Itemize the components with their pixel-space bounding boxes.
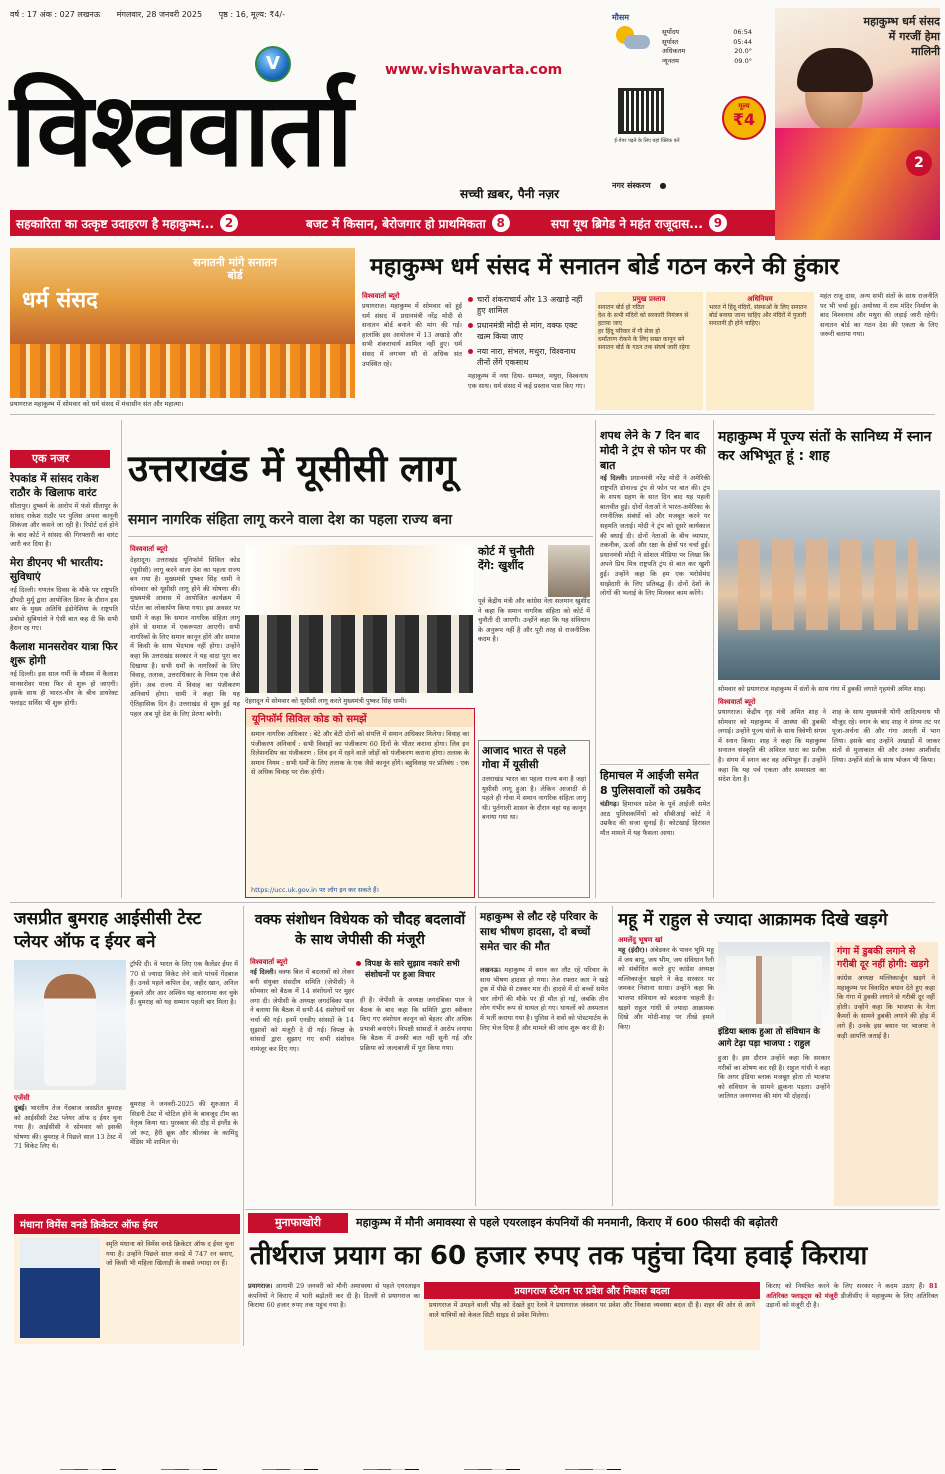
waqf-byline: विश्ववार्ता ब्यूरो — [250, 958, 288, 966]
top-story-body-1: प्रयागराज। महाकुम्भ में सोमवार को हुई धर्म संसद में प्रधानमंत्री नरेंद्र मोदी से सनातन बोर्ड बनाने की मांग की गई। हालांकि इस आयोजन में 13 अखाड़े और सभी शंकराचार्य शामिल नहीं हुए। धर्म संसद में लगभग सौ से अधिक संत उपस्थित रहे। — [362, 302, 462, 368]
divider-top — [10, 414, 935, 415]
divider-mid — [10, 902, 935, 903]
top-bullet-2: प्रधानमंत्री मोदी से मांग, वक्फ एक्ट खत्म किया जाए — [468, 320, 588, 342]
photo-crowd — [10, 344, 355, 398]
waqf-bullet-box — [356, 958, 472, 984]
airfare-byline: प्रयागराज। — [248, 1282, 273, 1290]
ucc-box-title: यूनिफॉर्म सिविल कोड को समझें — [246, 709, 474, 727]
divider-trump — [600, 764, 710, 765]
ucc-box — [245, 708, 475, 898]
waqf-bullet: विपक्ष के सारे सुझाव नकारे सभी संशोधनों पर हुआ विचार — [356, 958, 472, 980]
kharge-body-2: हुआ है। इस दौरान उन्होंने कहा कि सरकार गरीबों का शोषण कर रही है। राहुल गांधी ने कहा कि अगर इंडिया ब्लाक मजबूत होता तो भाजपा को संविधान के सामने झुकना पड़ता। उन्होंने जातिगत जनगणना की मांग भी दोहराई। — [718, 1054, 830, 1101]
shah-photo-caption: सोमवार को प्रयागराज महाकुम्भ में संतों के साथ गंगा में डुबकी लगाते गृहमंत्री अमित शाह। — [718, 685, 926, 693]
divider-bottom-3 — [612, 906, 613, 1206]
promo-page-badge: 2 — [906, 150, 932, 176]
azad-headline[interactable]: आजाद भारत से पहले गोवा में यूसीसी — [482, 745, 566, 771]
ucc-photo-caption: देहरादून में सोमवार को यूसीसी लागू करते मुख्यमंत्री पुष्कर सिंह धामी। — [245, 697, 407, 705]
act-box — [706, 292, 814, 410]
edition-label — [612, 180, 667, 191]
top-bullet-1: चारों शंकराचार्य और 13 अखाड़े नहीं हुए शामिल — [468, 294, 588, 316]
website-url[interactable]: www.vishwavarta.com — [385, 62, 563, 78]
promo-headline[interactable]: महाकुम्भ धर्म संसद में गरजीं हेमा मालिनी — [863, 15, 940, 58]
airfare-body-right: किराए को नियंत्रित करने के लिए सरकार ने कदम उठाए हैं। 81 अतिरिक्त फ्लाइट्स को मंजूरी डीजीसीए ने महाकुम्भ के लिए अतिरिक्त उड़ानों को मंजूरी दी है। — [766, 1282, 938, 1310]
bumrah-photo[interactable] — [14, 960, 126, 1090]
photo-banner-text: सनातनी मांगे सनातन बोर्ड — [193, 256, 277, 282]
sunset-value: 05:44 — [733, 37, 752, 46]
airfare-body-1: प्रयागराज। आगामी 29 जनवरी को मौनी अमावस्या से पहले एयरलाइन कंपनियों ने किराए में भारी बढ़ोतरी कर दी है। दिल्ली से प्रयागराज का किराया 60 हजार रुपए तक पहुंच गया है। — [248, 1282, 420, 1310]
weather-label: मौसम — [612, 13, 630, 22]
waqf-headline[interactable]: वक्फ संशोधन विधेयक को चौदह बदलावों के साथ जेपीसी की मंजूरी — [254, 912, 466, 948]
top-story-byline: विश्ववार्ता ब्यूरो — [362, 292, 400, 300]
ig-dateline: चंडीगढ़। — [600, 800, 620, 808]
newspaper-title: विश्ववार्ता — [10, 71, 351, 190]
ek-nazar-column — [10, 472, 118, 708]
qr-code[interactable] — [618, 88, 664, 134]
mandhana-body: स्मृति मंधाना को विमेंस वनडे क्रिकेटर ऑफ द ईयर चुना गया है। उन्होंने पिछले साल वनडे में 747 रन बनाए, जो किसी भी महिला खिलाड़ी के सबसे ज्यादा रन हैं। — [106, 1240, 234, 1268]
bumrah-headline[interactable]: जसप्रीत बुमराह आईसीसी टेस्ट प्लेयर ऑफ द ईयर बने — [14, 909, 202, 952]
station-box-body: प्रयागराज में उमड़ने वाली भीड़ को देखते हुए रेलवे ने प्रयागराज जंक्शन पर प्रवेश और निकास व्यवस्था बदल दी है। शहर की ओर से आने वाले यात्रियों को केवल सिटी साइड से प्रवेश मिलेगा। — [429, 1301, 755, 1319]
sunrise-label: सूर्योदय — [662, 28, 680, 36]
khurshid-headline[interactable]: कोर्ट में चुनौती देंगे: खुर्शीद — [478, 545, 535, 572]
divider-airfare — [245, 1209, 940, 1210]
dharm-sansad-photo[interactable] — [10, 248, 355, 398]
sunrise-value: 06:54 — [733, 28, 752, 36]
bumrah-body-right-2: बुमराह ने जनवरी-2025 की शुरुआत में सिडनी टेस्ट में चोटिल होने के बावजूद टीम का नेतृत्व किया था। पुरस्कार की दौड़ में इंग्लैंड के जो रूट, हैरी ब्रूक और श्रीलंका के कामिंदु मेंडिस भी शामिल थे। — [130, 1100, 238, 1147]
mandhana-box — [14, 1214, 240, 1344]
act-text: भारत में हिंदू मंदिरों, संस्थाओं के लिए सनातन बोर्ड बनाया जाना चाहिए और मंदिरों में पुजारी सनातनी ही होने चाहिए। — [709, 304, 807, 327]
waqf-body-1: नई दिल्ली। वक्फ बिल में बदलावों को लेकर बनी संयुक्त संसदीय समिति (जेपीसी) ने सोमवार को बैठक में 14 संशोधनों पर मुहर लगा दी। जेपीसी के अध्यक्ष जगदंबिका पाल ने बताया कि बैठक में सभी 44 संशोधनों पर चर्चा की गई। इनमें एनडीए सांसदों के 14 सुझावों को मंजूरी दे दी गई। विपक्ष के सांसदों द्वारा सुझाए गए सभी संशोधन नामंजूर कर दिए गए। — [250, 968, 354, 1053]
top-story-body-2: महाकुम्भ में नया दिया- सम्भल, मथुरा, विश्वनाथ एक साथ। धर्म संसद में कई प्रस्ताव पास किए गए। — [468, 372, 588, 390]
ucc-side-box — [478, 545, 590, 745]
trump-body: नई दिल्ली। प्रधानमंत्री नरेंद्र मोदी ने अमेरिकी राष्ट्रपति डोनाल्ड ट्रंप से फोन पर बात की। ट्रंप के शपथ ग्रहण के सात दिन बाद यह पहली बातचीत हुई। दोनों नेताओं ने भारत-अमेरिका के रणनीतिक संबंधों को और मजबूत करने पर सहमति जताई। मोदी ने ट्रंप को दूसरे कार्यकाल की बधाई दी। दोनों नेताओं के बीच व्यापार, तकनीक, ऊर्जा और रक्षा के क्षेत्रों पर चर्चा हुई। प्रधानमंत्री मोदी ने सोशल मीडिया पर लिखा कि अपने प्रिय मित्र राष्ट्रपति ट्रंप से बात कर खुशी हुई। उन्होंने कहा कि हम एक भरोसेमंद साझेदारी के लिए प्रतिबद्ध हैं। दोनों देशों के लोगों की भलाई के लिए मिलकर काम करेंगे। — [600, 474, 710, 598]
sunset-label: सूर्यास्त — [662, 37, 679, 46]
edition-text: नगर संस्करण — [612, 181, 651, 190]
dharm-sansad-caption: प्रयागराज महाकुम्भ में सोमवार को धर्म संसद में मंचासीन संत और महात्मा। — [10, 400, 184, 408]
kharge-side-box — [834, 942, 938, 1206]
partly-cloudy-icon — [616, 26, 650, 52]
divider-col-1 — [121, 420, 122, 898]
trump-dateline: नई दिल्ली। — [600, 474, 628, 482]
ucc-photo[interactable] — [245, 545, 473, 693]
ucc-headline[interactable]: उत्तराखंड में यूसीसी लागू — [128, 447, 456, 490]
accident-dateline: लखनऊ। — [480, 966, 501, 974]
kharge-body-1: महू (इंदौर)। अंबेडकर के पावन भूमि महू में जय बापू, जय भीम, जय संविधान रैली को संबोधित करते हुए कांग्रेस अध्यक्ष मल्लिकार्जुन खड़गे ने केंद्र सरकार पर जमकर निशाना साधा। उन्होंने कहा कि भाजपा संविधान को बदलना चाहती है। खड़गे राहुल गांधी से ज्यादा आक्रामक दिखे और मोदी-शाह पर तीखे हमले किए। — [618, 946, 714, 1031]
shah-body-2: शाह के साथ मुख्यमंत्री योगी आदित्यनाथ भी मौजूद रहे। स्नान के बाद शाह ने संगम तट पर पूजा-अर्चना की और गंगा आरती में भाग लिया। इसके बाद उन्होंने अखाड़ों में जाकर संतों से मुलाकात की और उनका आशीर्वाद लिया। उन्होंने संतों के साथ भोजन भी किया। — [832, 708, 940, 764]
masthead-meta-bar — [10, 8, 610, 22]
ucc-photo-backdrop — [245, 545, 473, 615]
bumrah-figure — [44, 974, 96, 1086]
accident-body: लखनऊ। महाकुम्भ में स्नान कर लौट रहे परिवार के साथ भीषण हादसा हो गया। तेज रफ्तार कार ने खड़े ट्रक में पीछे से टक्कर मार दी। हादसे में दो बच्चों समेत चार लोगों की मौके पर ही मौत हो गई, जबकि तीन लोग गंभीर रूप से घायल हो गए। घायलों को अस्पताल में भर्ती कराया गया है। पुलिस ने शवों को पोस्टमार्टम के लिए भेज दिया है और मामले की जांच शुरू कर दी है। — [480, 966, 608, 1032]
trump-headline[interactable]: शपथ लेने के 7 दिन बाद मोदी ने ट्रंप से फोन पर की बात — [600, 429, 706, 472]
min-temp-label: न्यूनतम — [662, 56, 679, 65]
shah-byline: विश्ववार्ता ब्यूरो — [718, 698, 756, 706]
promo-saree — [775, 128, 940, 240]
bumrah-dateline: दुबई। — [14, 1104, 27, 1112]
ucc-byline: विश्ववार्ता ब्यूरो — [130, 545, 168, 553]
issue-info: वर्ष : 17 अंक : 027 लखनऊ — [10, 10, 101, 19]
waqf-body-2: ही है। जेपीसी के अध्यक्ष जगदंबिका पाल ने बैठक के बाद कहा कि समिति द्वारा स्वीकार किए गए संशोधन कानून को बेहतर और अधिक प्रभावी बनाएंगे। विपक्षी सांसदों ने आरोप लगाया कि बैठक में उनकी बात नहीं सुनी गई और प्रक्रिया को जल्दबाजी में पूरा किया गया। — [360, 996, 472, 1052]
ek-nazar-title-2[interactable]: मेरा डीएनए भी भारतीय: सुविधाएं — [10, 556, 104, 583]
divider-bottom-1 — [243, 906, 244, 1346]
kharge-photo[interactable] — [718, 942, 830, 1024]
globe-logo-icon: V — [255, 46, 291, 82]
ucc-sub-rule — [128, 536, 593, 537]
teaser-2-text: बजट में किसान, बेरोजगार हो प्राथमिकता — [306, 216, 486, 231]
kharge-side-body: कांग्रेस अध्यक्ष मल्लिकार्जुन खड़गे ने महाकुम्भ पर विवादित बयान देते हुए कहा कि गंगा में डुबकी लगाने से गरीबी दूर नहीं होती। उन्होंने कहा कि भाजपा के नेता कैमरों के सामने डुबकी लगाने की होड़ में लगे हैं। उनके इस बयान पर भाजपा ने कड़ी आपत्ति जताई है। — [837, 974, 935, 1040]
divider-bottom-2 — [475, 906, 476, 1206]
max-temp-label: अधिकतम — [662, 47, 686, 55]
price-value: ₹4 — [732, 110, 756, 129]
proposal-item-2: देश के सभी मंदिरों को सरकारी नियंत्रण से हटाया जाए — [598, 312, 689, 327]
photo-stage-text: धर्म संसद — [22, 288, 98, 313]
ek-nazar-label: एक नजर — [10, 450, 110, 468]
proposal-box — [595, 292, 703, 410]
kharge-byline: अमलेंदु भूषण खां — [618, 936, 663, 944]
ek-nazar-text-3: नई दिल्ली। इस साल गर्मी के मौसम में कैलाश मानसरोवर यात्रा फिर से शुरू हो जाएगी। इसके साथ ही भारत-चीन के बीच डायरेक्ट फ्लाइट सर्विस भी शुरू होगी। — [10, 669, 118, 707]
station-box — [424, 1282, 760, 1350]
divider-col-2 — [595, 420, 596, 898]
proposal-item-5: सनातन बोर्ड के गठन तक संघर्ष जारी रहेगा — [598, 344, 690, 351]
bumrah-body-right: ट्रॉफी दी। वे भारत के लिए एक कैलेंडर ईयर में 70 से ज्यादा विकेट लेने वाले पांचवें गेंदबाज हैं। उनसे पहले कपिल देव, जहीर खान, अनिल कुंबले और आर अश्विन यह कारनामा कर चुके हैं। बुमराह को यह सम्मान पहली बार मिला है। — [130, 960, 238, 1007]
teaser-2-page: 8 — [492, 214, 510, 232]
bumrah-body-left: दुबई। भारतीय तेज गेंदबाज जसप्रीत बुमराह को आईसीसी टेस्ट प्लेयर ऑफ द ईयर चुना गया है। आईसीसी ने सोमवार को इसकी घोषणा की। बुमराह ने पिछले साल 13 टेस्ट में 71 विकेट लिए थे। — [14, 1104, 122, 1151]
registration-bar-top — [60, 1462, 940, 1470]
ucc-body-left: देहरादून। उत्तराखंड यूनिफॉर्म सिविल कोड (यूसीसी) लागू करने वाला देश का पहला राज्य बन गया है। मुख्यमंत्री पुष्कर सिंह धामी ने सोमवार को यूसीसी लागू होने की घोषणा की। मुख्यमंत्री आवास में आयोजित कार्यक्रम में पोर्टल का लोकार्पण किया गया। इस अवसर पर धामी ने कहा कि समान नागरिक संहिता लागू होने से समाज में एकरूपता आएगी। सभी नागरिकों के लिए समान कानून होंगे और समाज में किसी के साथ भेदभाव नहीं होगा। उन्होंने कहा कि उत्तराखंड सरकार ने यह वादा पूरा कर दिखाया है। सभी धर्मों के नागरिकों के लिए विवाह, तलाक, उत्तराधिकार के नियम एक जैसे होंगे। अब राज्य में विवाह का पंजीकरण अनिवार्य होगा। धामी ने कहा कि यह ऐतिहासिक दिन है। उत्तराखंड से शुरू हुई यह पहल अब पूरे देश के लिए प्रेरणा बनेगी। — [130, 556, 240, 718]
teaser-bar — [10, 210, 775, 236]
kharge-headline[interactable]: महू में राहुल से ज्यादा आक्रामक दिखे खड़गे — [618, 910, 888, 930]
ig-headline[interactable]: हिमाचल में आईजी समेत 8 पुलिसवालों को उम्रकैद — [600, 769, 701, 797]
min-temp-value: 09.0° — [734, 56, 752, 65]
act-title: अधिनियम — [747, 295, 773, 303]
ek-nazar-title-1[interactable]: रेपकांड में सांसद राकेश राठौर के खिलाफ वारंट — [10, 473, 99, 499]
kharge-dateline: महू (इंदौर)। — [618, 946, 648, 954]
proposal-item-3: हर हिंदू परिवार में गौ सेवा हो — [598, 328, 660, 335]
issue-date: मंगलवार, 28 जनवरी 2025 — [116, 10, 203, 19]
top-story-body-3: महंत राजू दास, अन्य सभी संतों के साथ राजनीति पर भी चर्चा हुई। अयोध्या में राम मंदिर निर्माण के बाद विश्वनाथ और मथुरा की लड़ाई जारी रहेगी। सनातन बोर्ड का गठन देश की एकता के लिए जरूरी बताया गया। — [820, 292, 938, 339]
bumrah-byline: एजेंसी — [14, 1094, 30, 1102]
shah-photo[interactable] — [718, 490, 940, 680]
weather-block — [612, 12, 752, 82]
kharge-side-headline[interactable]: गंगा में डुबकी लगाने से गरीबी दूर नहीं होगी: खड़गे — [837, 946, 929, 970]
top-story-bullets — [468, 294, 588, 372]
proposal-item-4: धर्मांतरण रोकने के लिए सख्त कानून बने — [598, 336, 685, 343]
ucc-box-body: समान नागरिक अधिकार : बेटे और बेटी दोनों को संपत्ति में समान अधिकार मिलेगा। विवाह का पंजीकरण अनिवार्य : सभी विवाहों का पंजीकरण 60 दिनों के भीतर कराना होगा। लिव इन रिलेशनशिप का पंजीकरण : लिव इन में रहने वाले जोड़ों को पंजीकरण कराना होगा। तलाक के समान नियम : सभी धर्मों के लिए तलाक के एक जैसे कानून होंगे। बहुविवाह पर प्रतिबंध : एक से अधिक विवाह पर रोक होगी। — [251, 730, 469, 777]
qr-caption: ई-पेपर पढ़ने के लिए यहां क्लिक करें — [614, 138, 680, 144]
teaser-2[interactable] — [300, 214, 545, 232]
azad-body: उत्तराखंड भारत का पहला राज्य बना है जहां यूसीसी लागू हुआ है। लेकिन आजादी से पहले ही गोवा में समान नागरिक संहिता लागू थी। पुर्तगाली शासन के दौरान वहां यह कानून बनाया गया था। — [482, 775, 586, 822]
station-box-title: प्रयागराज स्टेशन पर प्रवेश और निकास बदला — [424, 1282, 760, 1299]
top-story-headline[interactable]: महाकुम्भ धर्म संसद में सनातन बोर्ड गठन करने की हुंकार — [370, 254, 839, 280]
proposal-item-1: सनातन बोर्ड हो गठित — [598, 304, 645, 311]
ucc-subhead: समान नागरिक संहिता लागू करने वाला देश का पहला राज्य बना — [128, 512, 452, 528]
teaser-1[interactable] — [10, 214, 300, 232]
kharge-photo-caption: इंडिया ब्लाक हुआ तो संविधान के आगे टेढ़ा पड़ा भाजपा : राहुल — [718, 1027, 820, 1049]
ucc-photo-people — [245, 615, 473, 693]
price-label: मूल्य — [738, 102, 750, 110]
khurshid-body: पूर्व केंद्रीय मंत्री और कांग्रेस नेता सलमान खुर्शीद ने कहा कि समान नागरिक संहिता को कोर्ट में चुनौती दी जाएगी। उन्होंने कहा कि यह संविधान के अनुरूप नहीं है और पूरी तरह से राजनीतिक कदम है। — [478, 597, 590, 644]
mandhana-title: मंधाना विमेंस वनडे क्रिकेटर ऑफ ईयर — [14, 1214, 240, 1234]
top-bullet-3: नया नारा, संभल, मथुरा, विश्वनाथ तीनों लेंगे एकसाथ — [468, 346, 588, 368]
shah-body: प्रयागराज। केंद्रीय गृह मंत्री अमित शाह ने सोमवार को महाकुम्भ में आस्था की डुबकी लगाई। उन्होंने पूज्य संतों के साथ त्रिवेणी संगम में स्नान किया। शाह ने कहा कि महाकुम्भ सनातन संस्कृति की अविरल धारा का प्रतीक है। संगम में स्नान कर वह अभिभूत हैं। उन्होंने कहा कि यह पर्व एकता और समरसता का संदेश देता है। — [718, 708, 826, 784]
teaser-1-page: 2 — [220, 214, 238, 232]
proposal-title: प्रमुख प्रस्ताव — [632, 295, 666, 303]
azad-box — [478, 740, 590, 898]
ucc-url-note[interactable]: https://ucc.uk.gov.in पर लॉग इन कर सकते हैं। — [251, 886, 379, 894]
khurshid-photo — [548, 545, 590, 597]
airfare-kicker: महाकुम्भ में मौनी अमावस्या से पहले एयरलाइन कंपनियों की मनमानी, किराए में 600 फीसदी की बढ़ोतरी — [356, 1216, 778, 1229]
teaser-3[interactable] — [545, 214, 775, 232]
ek-nazar-text-2: नई दिल्ली। गणतंत्र दिवस के मौके पर राष्ट्रपति द्रौपदी मुर्मू द्वारा आयोजित डिनर के दौरान इस बार के मुख्य अतिथि इंडोनेशिया के राष्ट्रपति प्रबोवो सुबियांतो ने ऐसी बात कह दी कि सभी हैरान रह गए। — [10, 585, 118, 633]
shah-headline[interactable]: महाकुम्भ में पूज्य संतों के सानिध्य में स्नान कर अभिभूत हूं : शाह — [718, 429, 932, 464]
tagline: सच्ची ख़बर, पैनी नज़र — [460, 187, 560, 201]
ek-nazar-text-1: सीतापुर। दुष्कर्म के आरोप में फंसे सीतापुर के सांसद राकेश राठौर पर पुलिस अपना कानूनी शिकंजा और कसने जा रही है। रिपोर्ट दर्ज होने के बाद कोर्ट ने सांसद की गिरफ्तारी का वारंट जारी कर दिया है। — [10, 502, 118, 549]
ig-body: चंडीगढ़। हिमाचल प्रदेश के पूर्व आईजी समेत आठ पुलिसकर्मियों को सीबीआई कोर्ट ने उम्रकैद की सजा सुनाई है। कोटखाई हिरासत मौत मामले में यह फैसला आया। — [600, 800, 710, 837]
airfare-headline[interactable]: तीर्थराज प्रयाग का 60 हजार रुपए तक पहुंचा दिया हवाई किराया — [250, 1241, 868, 1271]
accident-headline[interactable]: महाकुम्भ से लौट रहे परिवार के साथ भीषण हादसा, दो बच्चों समेत चार की मौत — [480, 911, 598, 953]
kharge-photo-figures — [726, 956, 822, 1024]
max-temp-value: 20.0° — [734, 47, 752, 55]
mandhana-photo[interactable] — [20, 1238, 100, 1338]
airfare-right-bold: 81 अतिरिक्त फ्लाइट्स को मंजूरी — [766, 1282, 938, 1300]
waqf-dateline: नई दिल्ली। — [250, 968, 277, 976]
issue-pages: पृष्ठ : 16, मूल्य: ₹4/- — [218, 10, 285, 19]
teaser-3-page: 9 — [709, 214, 727, 232]
ek-nazar-title-3[interactable]: कैलाश मानसरोवर यात्रा फिर शुरू होगी — [10, 640, 118, 667]
airfare-label: मुनाफाखोरी — [248, 1213, 348, 1233]
edition-dots: ● — [659, 181, 667, 190]
shah-photo-figures — [738, 540, 918, 630]
teaser-1-text: सहकारिता का उत्कृष्ट उदाहरण है महाकुम्भ... — [16, 216, 214, 231]
teaser-3-text: सपा यूथ ब्रिगेड ने महंत राजूदास... — [551, 216, 703, 231]
divider-col-3 — [713, 420, 714, 898]
price-badge — [722, 96, 766, 140]
